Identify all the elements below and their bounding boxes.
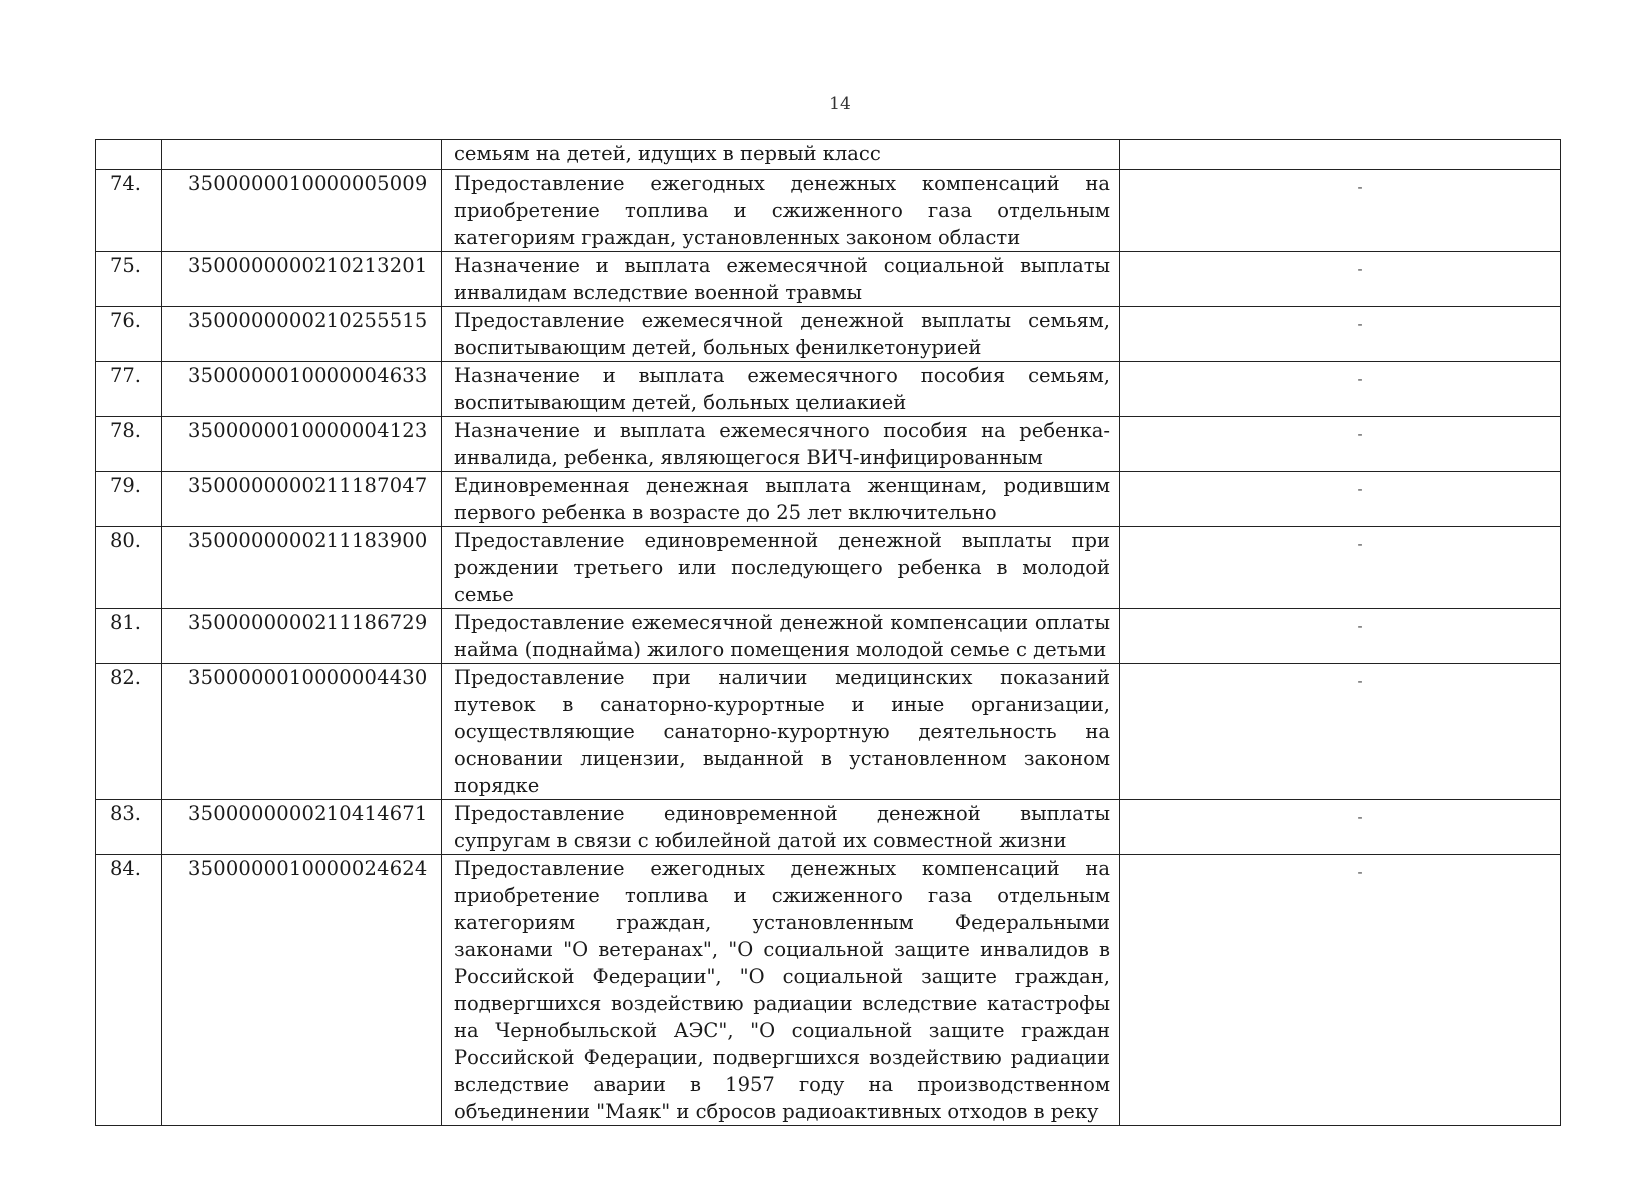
value-dash: -: [1357, 370, 1363, 388]
service-name: Предоставление единовременной денежной выплаты супругам в связи с юбилейной датой их совместной жизни: [442, 800, 1120, 855]
value-dash: -: [1357, 480, 1363, 498]
service-name: семьям на детей, идущих в первый класс: [442, 140, 1120, 170]
service-name: Предоставление ежегодных денежных компенсаций на приобретение топлива и сжиженного газа отдельным категориям граждан, установленных законом области: [442, 170, 1120, 252]
table-row: [96, 800, 1561, 855]
value-dash: -: [1357, 672, 1363, 690]
table-row: [96, 527, 1561, 609]
service-code: 3500000000211186729: [162, 609, 442, 664]
service-code: 3500000010000004633: [162, 362, 442, 417]
service-name: Назначение и выплата ежемесячного пособия на ребенка-инвалида, ребенка, являющегося ВИЧ-инфицированным: [442, 417, 1120, 472]
row-number: 84.: [96, 855, 162, 1126]
service-code: 3500000000210414671: [162, 800, 442, 855]
value-cell: [1120, 527, 1561, 609]
service-name: Единовременная денежная выплата женщинам, родившим первого ребенка в возрасте до 25 лет включительно: [442, 472, 1120, 527]
value-dash: -: [1357, 178, 1363, 196]
service-name: Предоставление ежегодных денежных компенсаций на приобретение топлива и сжиженного газа отдельным категориям граждан, установленным Федеральными законами "О ветеранах", "О социальной защите инвалидов в Российской Федерации", "О социальной защите граждан, подвергшихся воздействию радиации вследствие катастрофы на Чернобыльской АЭС", "О социальной защите граждан Российской Федерации, подвергшихся воздействию радиации вследствие аварии в 1957 году на производственном объединении "Маяк" и сбросов радиоактивных отходов в реку: [442, 855, 1120, 1126]
value-dash: -: [1357, 260, 1363, 278]
row-number: 78.: [96, 417, 162, 472]
row-number: 77.: [96, 362, 162, 417]
row-number: 82.: [96, 664, 162, 800]
value-cell: [1120, 664, 1561, 800]
service-code: 3500000000211187047: [162, 472, 442, 527]
value-dash: -: [1357, 863, 1363, 881]
value-dash: -: [1357, 617, 1363, 635]
value-cell: [1120, 140, 1561, 170]
row-number: 74.: [96, 170, 162, 252]
row-number: 80.: [96, 527, 162, 609]
table-row: [96, 140, 1561, 170]
value-cell: [1120, 170, 1561, 252]
table-row: [96, 252, 1561, 307]
service-code: [162, 140, 442, 170]
table-row: [96, 170, 1561, 252]
value-cell: [1120, 855, 1561, 1126]
value-cell: [1120, 362, 1561, 417]
service-code: 3500000000210213201: [162, 252, 442, 307]
value-dash: -: [1357, 808, 1363, 826]
service-code: 3500000000211183900: [162, 527, 442, 609]
service-name: Предоставление при наличии медицинских показаний путевок в санаторно-курортные и иные организации, осуществляющие санаторно-курортную деятельность на основании лицензии, выданной в установленном законом порядке: [442, 664, 1120, 800]
value-cell: [1120, 472, 1561, 527]
table-row: [96, 417, 1561, 472]
value-cell: [1120, 800, 1561, 855]
service-code: 3500000010000004430: [162, 664, 442, 800]
table-row: [96, 855, 1561, 1126]
table-row: [96, 609, 1561, 664]
table-row: [96, 472, 1561, 527]
service-name: Назначение и выплата ежемесячного пособия семьям, воспитывающим детей, больных целиакией: [442, 362, 1120, 417]
value-cell: [1120, 307, 1561, 362]
service-name: Предоставление ежемесячной денежной компенсации оплаты найма (поднайма) жилого помещения молодой семье с детьми: [442, 609, 1120, 664]
service-name: Назначение и выплата ежемесячной социальной выплаты инвалидам вследствие военной травмы: [442, 252, 1120, 307]
row-number: 76.: [96, 307, 162, 362]
page-number: 14: [829, 94, 851, 114]
value-cell: [1120, 609, 1561, 664]
row-number: 81.: [96, 609, 162, 664]
table-row: [96, 664, 1561, 800]
service-code: 3500000010000005009: [162, 170, 442, 252]
row-number: 75.: [96, 252, 162, 307]
services-table-body: [96, 140, 1561, 1126]
table-row: [96, 307, 1561, 362]
value-dash: -: [1357, 535, 1363, 553]
services-table: [95, 139, 1561, 1126]
service-code: 3500000010000024624: [162, 855, 442, 1126]
value-cell: [1120, 252, 1561, 307]
service-code: 3500000000210255515: [162, 307, 442, 362]
row-number: 79.: [96, 472, 162, 527]
value-cell: [1120, 417, 1561, 472]
table-row: [96, 362, 1561, 417]
service-code: 3500000010000004123: [162, 417, 442, 472]
service-name: Предоставление единовременной денежной выплаты при рождении третьего или последующего ребенка в молодой семье: [442, 527, 1120, 609]
row-number: 83.: [96, 800, 162, 855]
value-dash: -: [1357, 315, 1363, 333]
service-name: Предоставление ежемесячной денежной выплаты семьям, воспитывающим детей, больных фенилкетонурией: [442, 307, 1120, 362]
value-dash: -: [1357, 425, 1363, 443]
row-number: [96, 140, 162, 170]
